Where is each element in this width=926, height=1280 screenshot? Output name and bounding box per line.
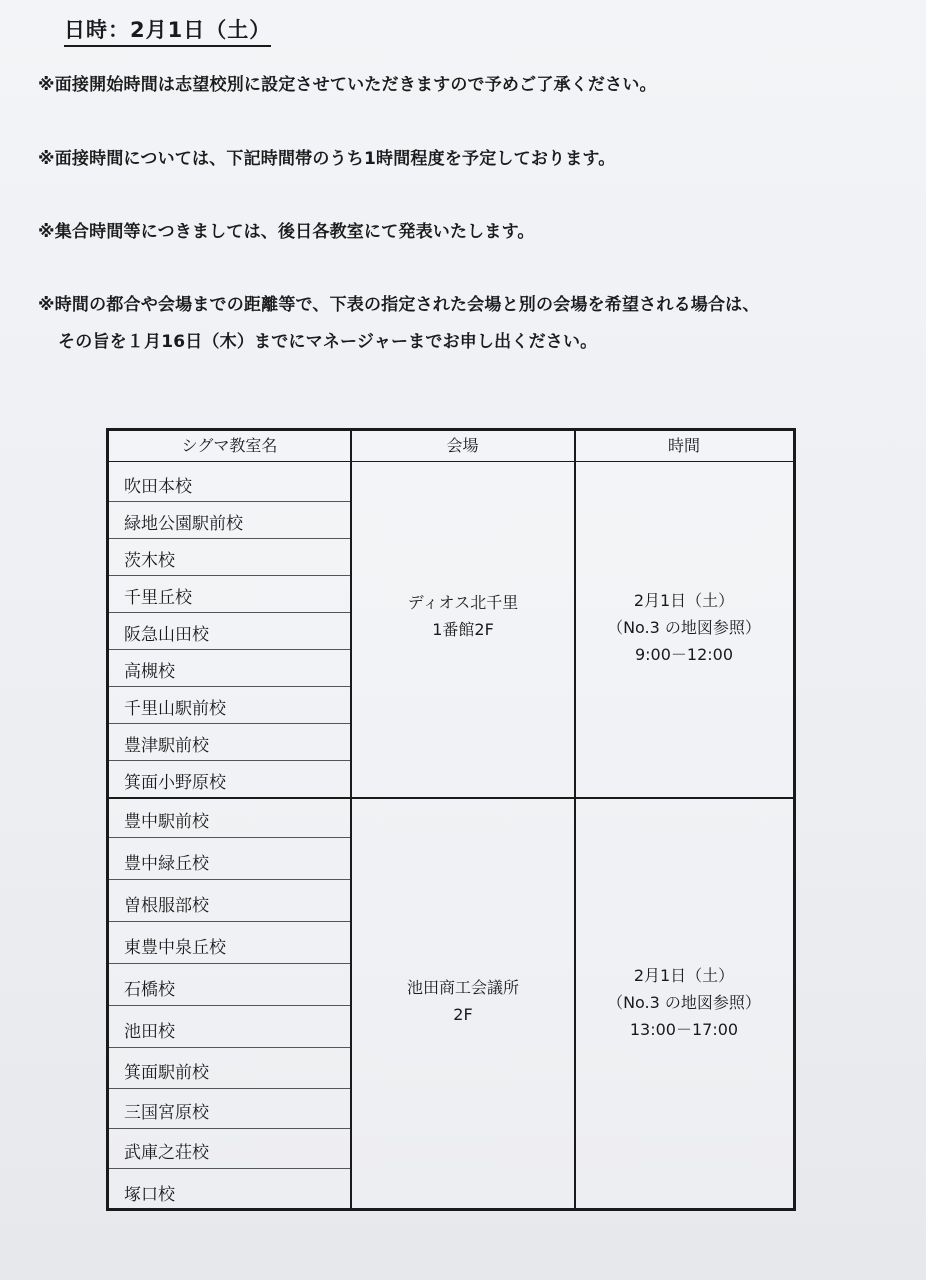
row-divider (109, 963, 350, 964)
school-name: 石橋校 (124, 980, 175, 1000)
note-venue-change-line2: その旨を１月16日（木）までにマネージャーまでお申し出ください。 (58, 332, 598, 352)
date-title: 日時：2月1日（土） (64, 14, 271, 47)
time-map-ref: （No.3 の地図参照） (607, 618, 761, 637)
school-name: 塚口校 (124, 1185, 175, 1205)
school-name: 豊津駅前校 (124, 736, 209, 756)
school-name: 千里丘校 (124, 588, 192, 608)
venue-table (106, 428, 796, 1211)
school-name: 豊中緑丘校 (124, 854, 209, 874)
header-venue: 会場 (446, 436, 479, 455)
school-name: 箕面小野原校 (124, 773, 226, 793)
row-divider (109, 649, 350, 650)
school-name: 阪急山田校 (124, 625, 209, 645)
header-time: 時間 (667, 436, 700, 455)
row-divider (109, 723, 350, 724)
school-name: 吹田本校 (124, 477, 192, 497)
row-divider (109, 879, 350, 880)
row-divider (109, 501, 350, 502)
school-name: 曽根服部校 (124, 896, 209, 916)
venue-name: 池田商工会議所 (406, 978, 519, 997)
header-classroom: シグマ教室名 (181, 436, 278, 455)
row-divider (109, 1128, 350, 1129)
school-name: 三国宮原校 (124, 1103, 209, 1123)
table-header (109, 431, 793, 462)
school-name: 千里山駅前校 (124, 699, 226, 719)
row-divider (109, 760, 350, 761)
time-date: 2月1日（土） (633, 966, 735, 985)
school-name: 武庫之荘校 (124, 1143, 209, 1163)
time-2 (575, 962, 793, 1043)
row-divider (109, 1005, 350, 1006)
venue-floor: 2F (453, 1005, 473, 1024)
time-1 (575, 587, 793, 668)
time-range: 13:00－17:00 (629, 1020, 739, 1039)
column-divider (350, 431, 352, 1208)
note-interview-duration: ※面接時間については、下記時間帯のうち1時間程度を予定しております。 (38, 149, 616, 169)
venue-1 (352, 589, 574, 643)
row-divider (109, 686, 350, 687)
row-divider (109, 1047, 350, 1048)
note-venue-change-line1: ※時間の都合や会場までの距離等で、下表の指定された会場と別の会場を希望される場合は、 (38, 295, 760, 315)
venue-2 (352, 974, 574, 1028)
row-divider (109, 1168, 350, 1169)
note-meeting-time: ※集合時間等につきましては、後日各教室にて発表いたします。 (38, 222, 535, 242)
row-divider (109, 612, 350, 613)
note-venue-change (38, 290, 760, 352)
venue-floor: 1番館2F (432, 620, 494, 639)
time-map-ref: （No.3 の地図参照） (607, 993, 761, 1012)
group-divider (109, 797, 793, 799)
school-name: 池田校 (124, 1022, 175, 1042)
note-interview-start: ※面接開始時間は志望校別に設定させていただきますので予めご了承ください。 (38, 75, 657, 95)
column-divider (574, 431, 576, 1208)
school-name: 茨木校 (124, 551, 175, 571)
row-divider (109, 1088, 350, 1089)
school-name: 箕面駅前校 (124, 1063, 209, 1083)
row-divider (109, 575, 350, 576)
school-name: 東豊中泉丘校 (124, 938, 226, 958)
school-name: 緑地公園駅前校 (124, 514, 243, 534)
row-divider (109, 837, 350, 838)
time-date: 2月1日（土） (633, 591, 735, 610)
venue-name: ディオス北千里 (407, 593, 519, 612)
school-name: 豊中駅前校 (124, 812, 209, 832)
time-range: 9:00－12:00 (634, 645, 734, 664)
row-divider (109, 538, 350, 539)
school-name: 高槻校 (124, 662, 175, 682)
row-divider (109, 921, 350, 922)
